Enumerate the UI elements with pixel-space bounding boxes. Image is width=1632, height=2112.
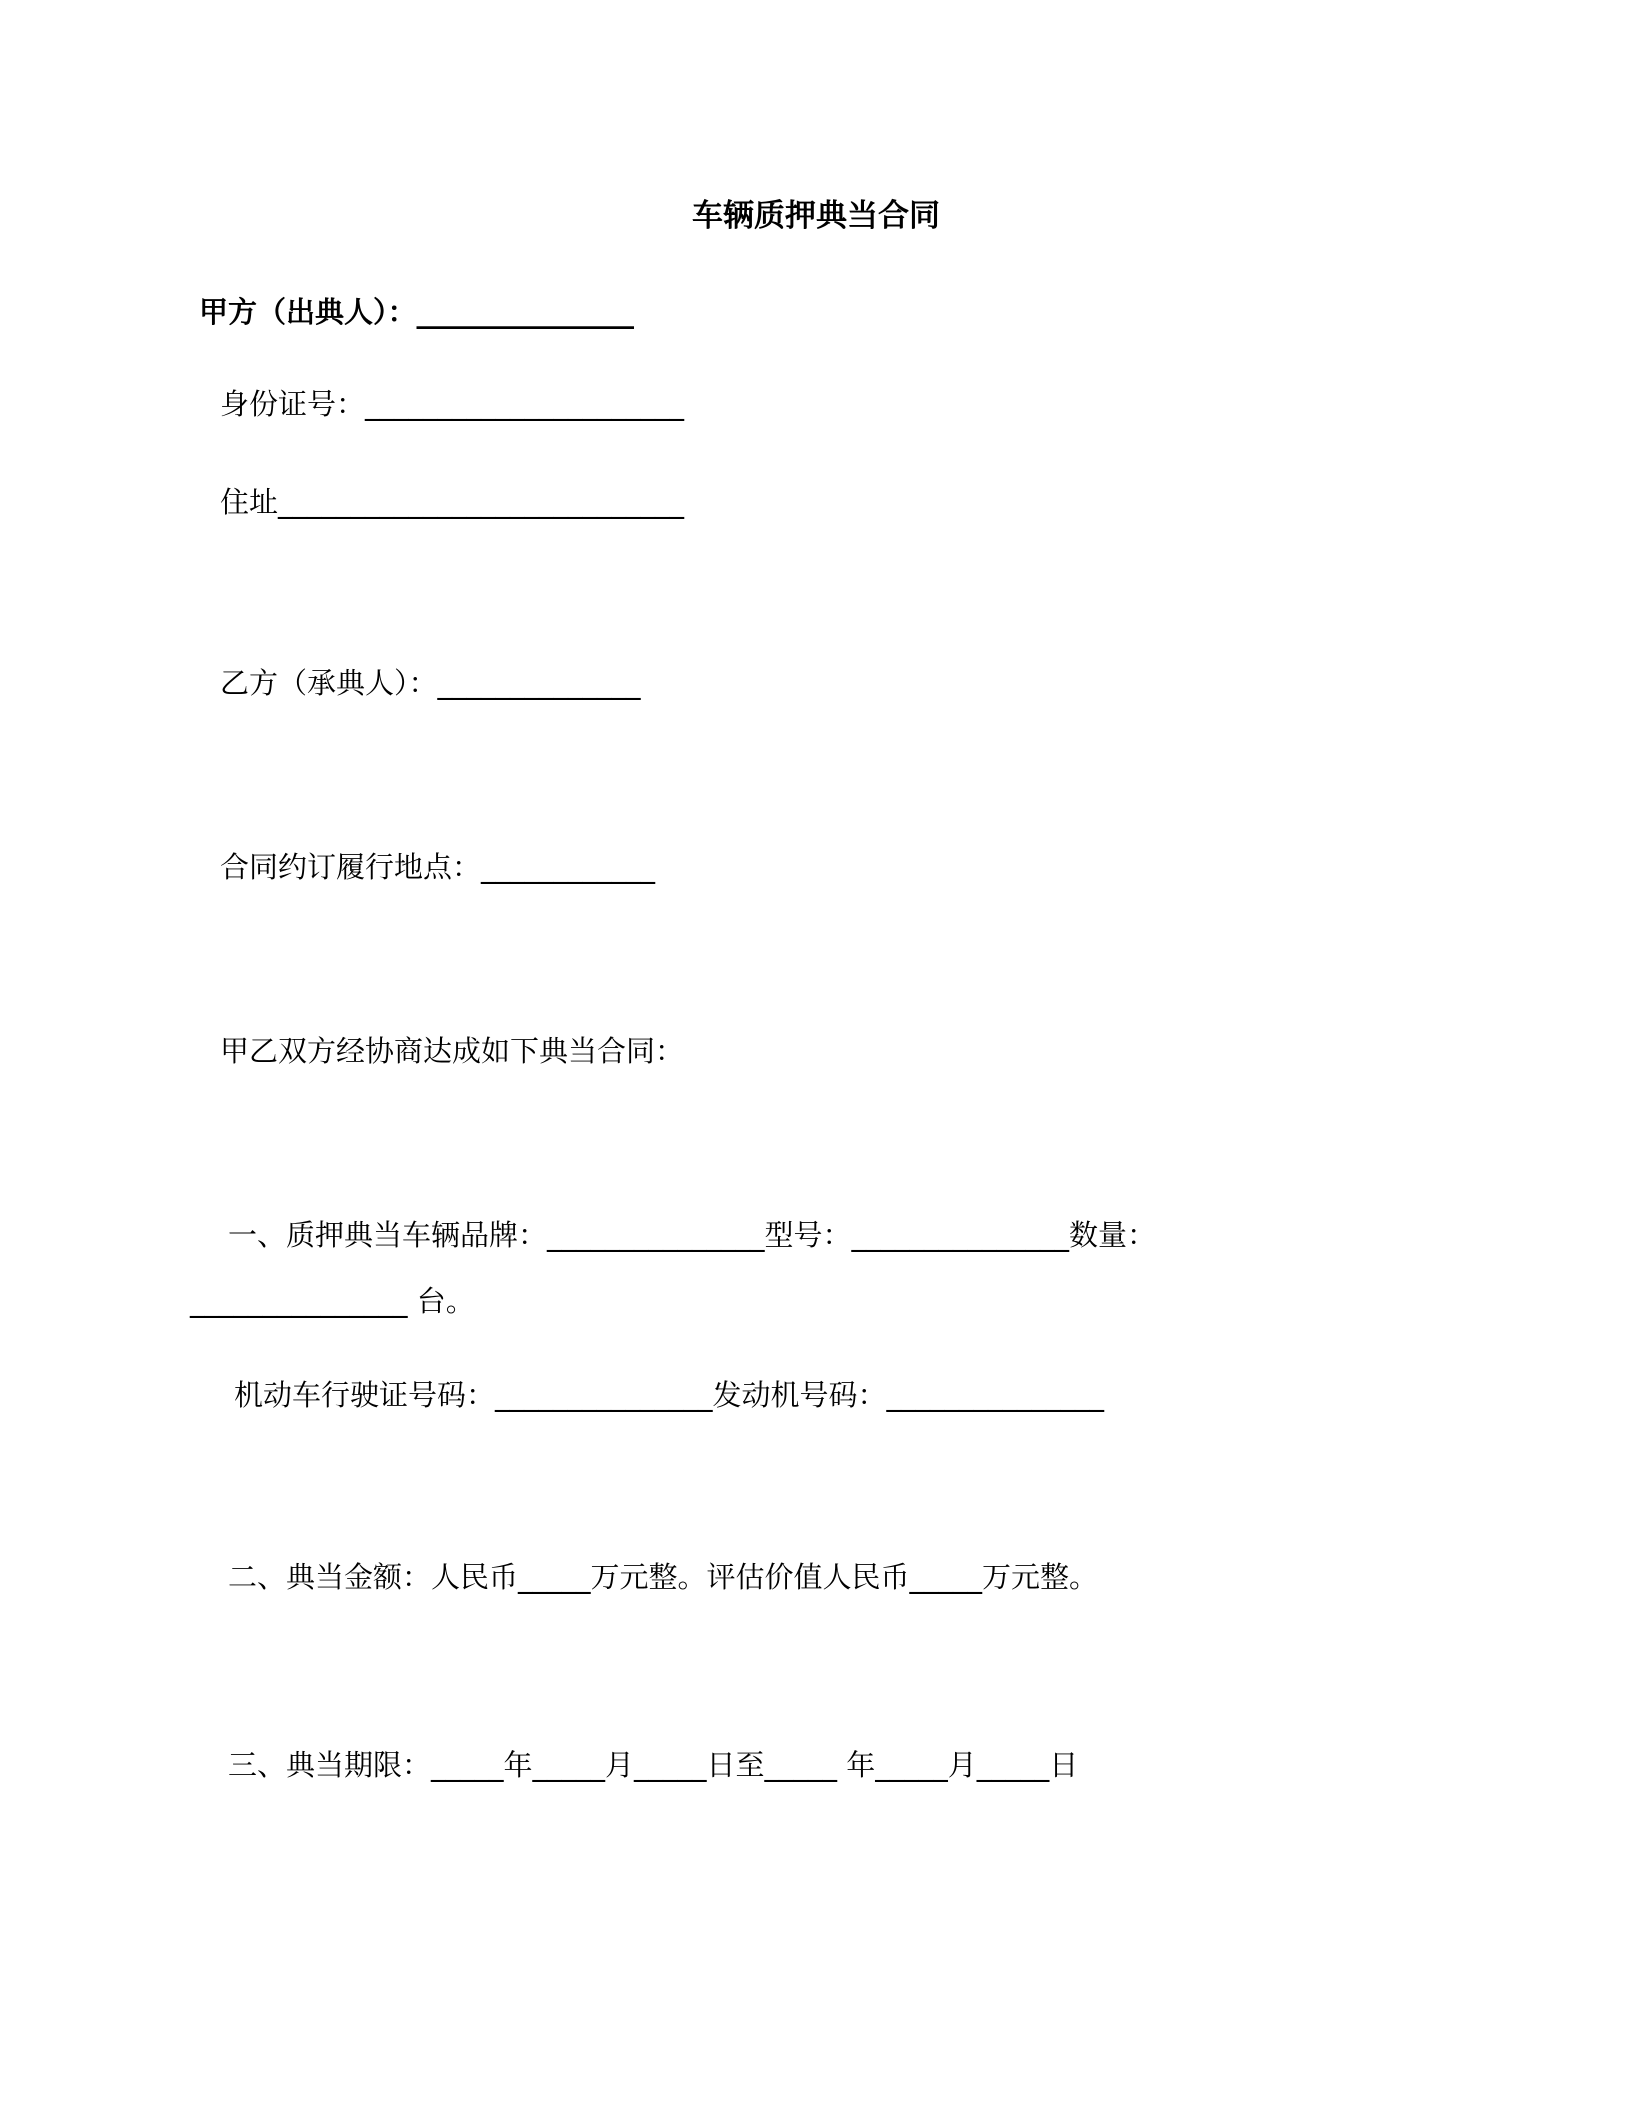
document-title: 车辆质押典当合同 (692, 198, 940, 234)
clause-1-vehicle-line: 一、质押典当车辆品牌：_______________型号：_______________数量： (228, 1218, 1157, 1252)
preamble-line: 甲乙双方经协商达成如下典当合同： (220, 1034, 685, 1068)
clause-3-term-line: 三、典当期限：_____年_____月_____日至_____ 年_____月_____日 (228, 1748, 1079, 1782)
clause-1-license-line: 机动车行驶证号码：_______________发动机号码：_______________ (234, 1378, 1105, 1412)
signing-place-line: 合同约订履行地点：____________ (220, 850, 656, 884)
clause-2-amount-line: 二、典当金额：人民币_____万元整。评估价值人民币_____万元整。 (228, 1560, 1099, 1594)
party-a-line: 甲方（出典人）：_______________ (199, 295, 635, 329)
id-number-line: 身份证号：______________________ (220, 387, 685, 421)
clause-1-quantity-line: _______________ 台。 (190, 1284, 475, 1318)
party-b-line: 乙方（承典人）：______________ (220, 666, 641, 700)
address-line: 住址____________________________ (220, 485, 685, 519)
